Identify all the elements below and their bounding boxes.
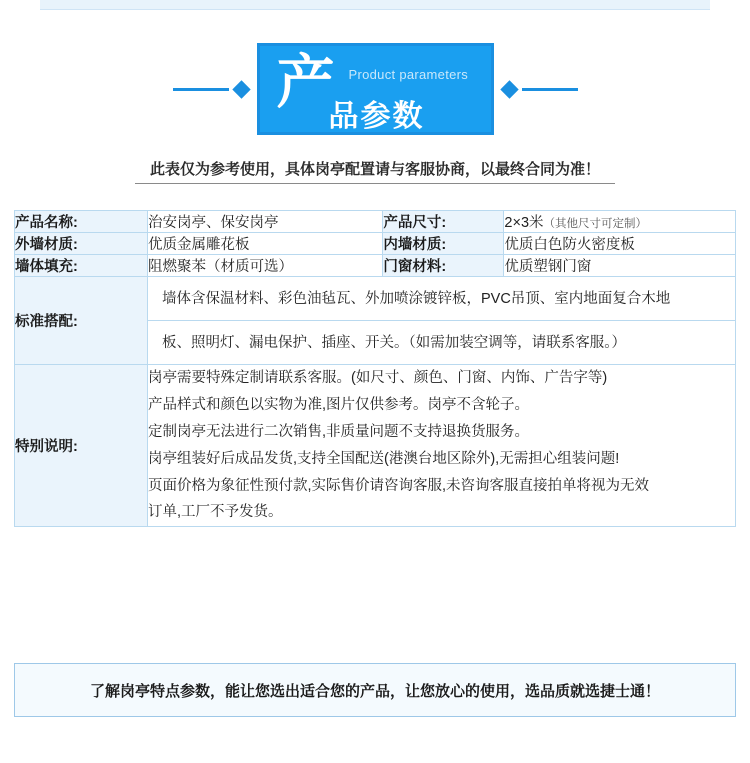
param-label: 墙体填充: <box>15 255 148 277</box>
product-parameters-table <box>14 210 736 527</box>
param-value: 治安岗亭、保安岗亭 <box>148 211 383 233</box>
table-row <box>15 255 736 277</box>
special-line: 岗亭需要特殊定制请联系客服。(如尺寸、颜色、门窗、内饰、广告字等) <box>148 370 608 387</box>
param-value-size-note: （其他尺寸可定制） <box>543 218 648 230</box>
special-line: 产品样式和颜色以实物为准,图片仅供参考。岗亭不含轮子。 <box>148 397 530 414</box>
table-row <box>15 233 736 255</box>
banner-chinese-title: 品参数 <box>328 100 425 133</box>
standard-line: 板、照明灯、漏电保护、插座、开关。（如需加装空调等，请联系客服。） <box>162 335 626 352</box>
banner-right-dash <box>522 88 578 91</box>
banner-left-diamond-icon <box>232 80 250 98</box>
standard-value <box>148 277 736 365</box>
section-banner <box>0 41 750 137</box>
special-line: 订单,工厂不予发货。 <box>148 504 283 521</box>
special-line: 页面价格为象征性预付款,实际售价请咨询客服,未咨询客服直接拍单将视为无效 <box>148 477 650 494</box>
param-value-size-main: 2×3米 <box>504 215 544 231</box>
banner-left-dash <box>173 88 229 91</box>
table-row-standard <box>15 277 736 365</box>
banner-inner <box>263 48 488 133</box>
standard-line: 墙体含保温材料、彩色油毡瓦、外加喷涂镀锌板，PVC吊顶、室内地面复合木地 <box>148 277 735 321</box>
banner-english-title: Product parameters <box>348 67 469 82</box>
reference-note-underline <box>135 183 615 184</box>
special-label: 特别说明: <box>15 365 148 527</box>
param-label: 产品名称: <box>15 211 148 233</box>
banner-big-char: 产 <box>276 48 335 116</box>
special-value <box>148 365 736 527</box>
param-value: 优质塑钢门窗 <box>504 255 736 277</box>
param-label: 外墙材质: <box>15 233 148 255</box>
top-decoration-bar <box>40 0 710 10</box>
param-label: 门窗材料: <box>383 255 504 277</box>
footer-message: 了解岗亭特点参数，能让您选出适合您的产品，让您放心的使用，选品质就选捷士通！ <box>14 663 736 717</box>
standard-label: 标准搭配: <box>15 277 148 365</box>
special-line: 定制岗亭无法进行二次销售,非质量问题不支持退换货服务。 <box>148 423 530 440</box>
special-line: 岗亭组装好后成品发货,支持全国配送(港澳台地区除外),无需担心组装问题! <box>148 450 620 467</box>
param-value: 优质金属雕花板 <box>148 233 383 255</box>
reference-note: 此表仅为参考使用，具体岗亭配置请与客服协商，以最终合同为准！ <box>149 161 600 178</box>
param-value: 优质白色防火密度板 <box>504 233 736 255</box>
param-value: 阻燃聚苯（材质可选） <box>148 255 383 277</box>
table-row <box>15 211 736 233</box>
param-label: 产品尺寸: <box>383 211 504 233</box>
param-label: 内墙材质: <box>383 233 504 255</box>
param-value-size <box>504 211 736 233</box>
banner-box <box>257 43 494 135</box>
table-row-special <box>15 365 736 527</box>
banner-right-diamond-icon <box>500 80 518 98</box>
